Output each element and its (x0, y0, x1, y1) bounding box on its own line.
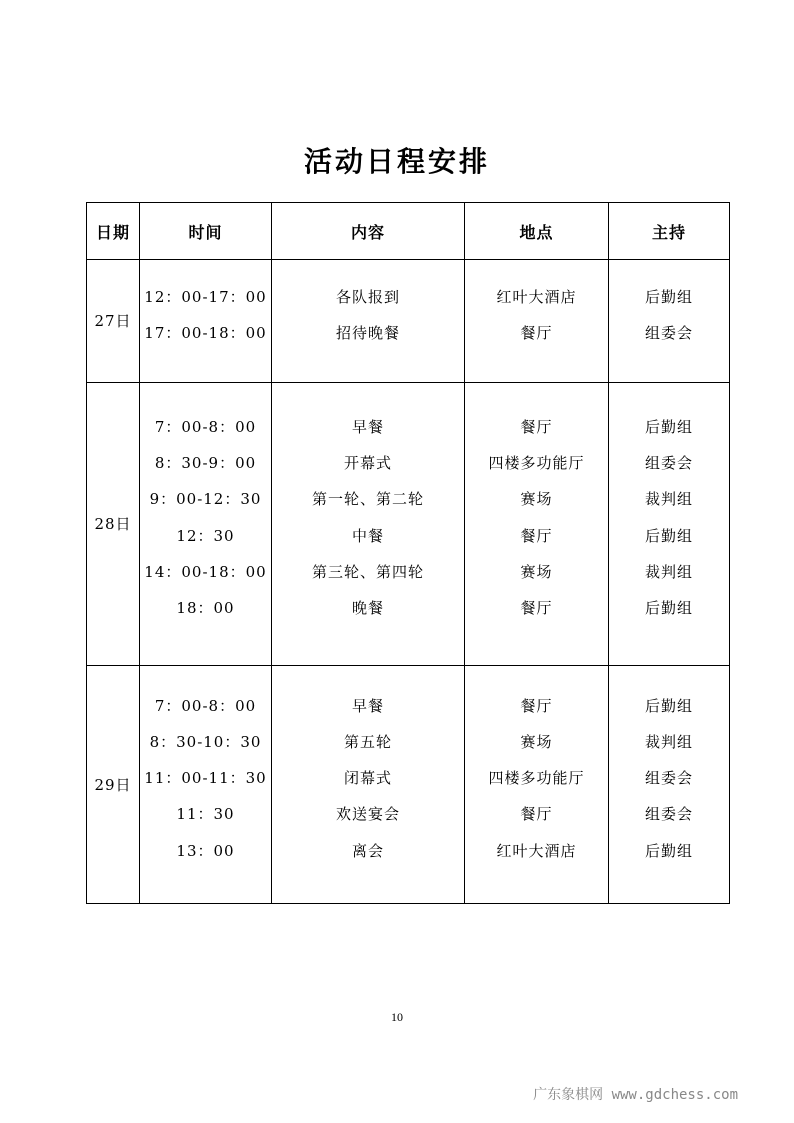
time-entry: 18：00 (176, 599, 235, 618)
host-entry: 组委会 (644, 324, 693, 343)
date-cell: 28日 (87, 382, 140, 665)
header-place: 地点 (465, 203, 609, 260)
place-entry: 餐厅 (520, 526, 553, 545)
place-cell (465, 382, 609, 665)
content-entry: 各队报到 (335, 288, 400, 306)
time-entry: 13：00 (176, 841, 235, 860)
place-cell (465, 260, 609, 383)
header-time: 时间 (140, 203, 272, 260)
content-entry: 欢送宴会 (335, 805, 400, 824)
date-cell: 29日 (87, 665, 140, 903)
content-entry: 招待晚餐 (335, 324, 400, 343)
place-entry: 红叶大酒店 (496, 841, 577, 860)
header-date: 日期 (87, 203, 140, 260)
time-cell (140, 665, 272, 903)
host-entry: 后勤组 (644, 526, 693, 545)
place-entry: 餐厅 (520, 805, 553, 824)
time-entry: 12：00-17：00 (144, 288, 267, 306)
time-entry: 9：00-12：30 (149, 490, 262, 509)
host-cell (609, 382, 730, 665)
host-cell (609, 665, 730, 903)
host-entry: 组委会 (644, 454, 693, 472)
host-entry: 裁判组 (644, 490, 693, 509)
host-entry: 组委会 (644, 805, 693, 824)
time-entry: 12：30 (176, 526, 235, 545)
content-cell (272, 382, 465, 665)
header-host: 主持 (609, 203, 730, 260)
time-entry: 14：00-18：00 (144, 562, 267, 581)
content-entry: 第三轮、第四轮 (311, 562, 424, 581)
host-cell (609, 260, 730, 383)
table-row (87, 665, 730, 903)
host-entry: 后勤组 (644, 417, 693, 436)
place-entry: 餐厅 (520, 324, 553, 343)
place-entry: 餐厅 (520, 417, 553, 436)
content-entry: 离会 (351, 841, 384, 860)
place-entry: 赛场 (520, 562, 553, 581)
page-title: 活动日程安排 (303, 145, 490, 178)
schedule-table (86, 202, 730, 904)
time-cell (140, 382, 272, 665)
table-row (87, 382, 730, 665)
host-entry: 组委会 (644, 769, 693, 788)
time-entry: 8：30-9：00 (154, 454, 257, 472)
content-entry: 中餐 (351, 526, 384, 545)
content-entry: 第五轮 (343, 732, 392, 751)
place-entry: 餐厅 (520, 599, 553, 618)
place-entry: 餐厅 (520, 696, 553, 715)
page-number: 10 (391, 1010, 403, 1024)
place-cell (465, 665, 609, 903)
time-entry: 7：00-8：00 (154, 417, 257, 436)
table-header-row (87, 203, 730, 260)
content-entry: 开幕式 (343, 454, 392, 472)
header-content: 内容 (272, 203, 465, 260)
time-entry: 17：00-18：00 (144, 324, 267, 343)
place-entry: 赛场 (520, 732, 553, 751)
place-entry: 红叶大酒店 (496, 288, 577, 306)
content-entry: 第一轮、第二轮 (311, 490, 424, 509)
host-entry: 裁判组 (644, 562, 693, 581)
place-entry: 四楼多功能厅 (488, 454, 585, 472)
time-cell (140, 260, 272, 383)
place-entry: 赛场 (520, 490, 553, 509)
content-cell (272, 665, 465, 903)
time-entry: 11：30 (176, 805, 235, 824)
time-entry: 11：00-11：30 (144, 769, 267, 788)
time-entry: 8：30-10：30 (149, 732, 262, 751)
content-entry: 晚餐 (351, 599, 384, 618)
place-entry: 四楼多功能厅 (488, 769, 585, 788)
footer-watermark: 广东象棋网 www.gdchess.com (533, 1087, 738, 1103)
time-entry: 7：00-8：00 (154, 696, 257, 715)
host-entry: 后勤组 (644, 696, 693, 715)
host-entry: 后勤组 (644, 599, 693, 618)
host-entry: 裁判组 (644, 732, 693, 751)
host-entry: 后勤组 (644, 288, 693, 306)
content-entry: 早餐 (351, 417, 384, 436)
content-entry: 闭幕式 (343, 769, 392, 788)
table-row (87, 260, 730, 383)
content-entry: 早餐 (351, 696, 384, 715)
content-cell (272, 260, 465, 383)
date-cell: 27日 (87, 260, 140, 383)
host-entry: 后勤组 (644, 841, 693, 860)
